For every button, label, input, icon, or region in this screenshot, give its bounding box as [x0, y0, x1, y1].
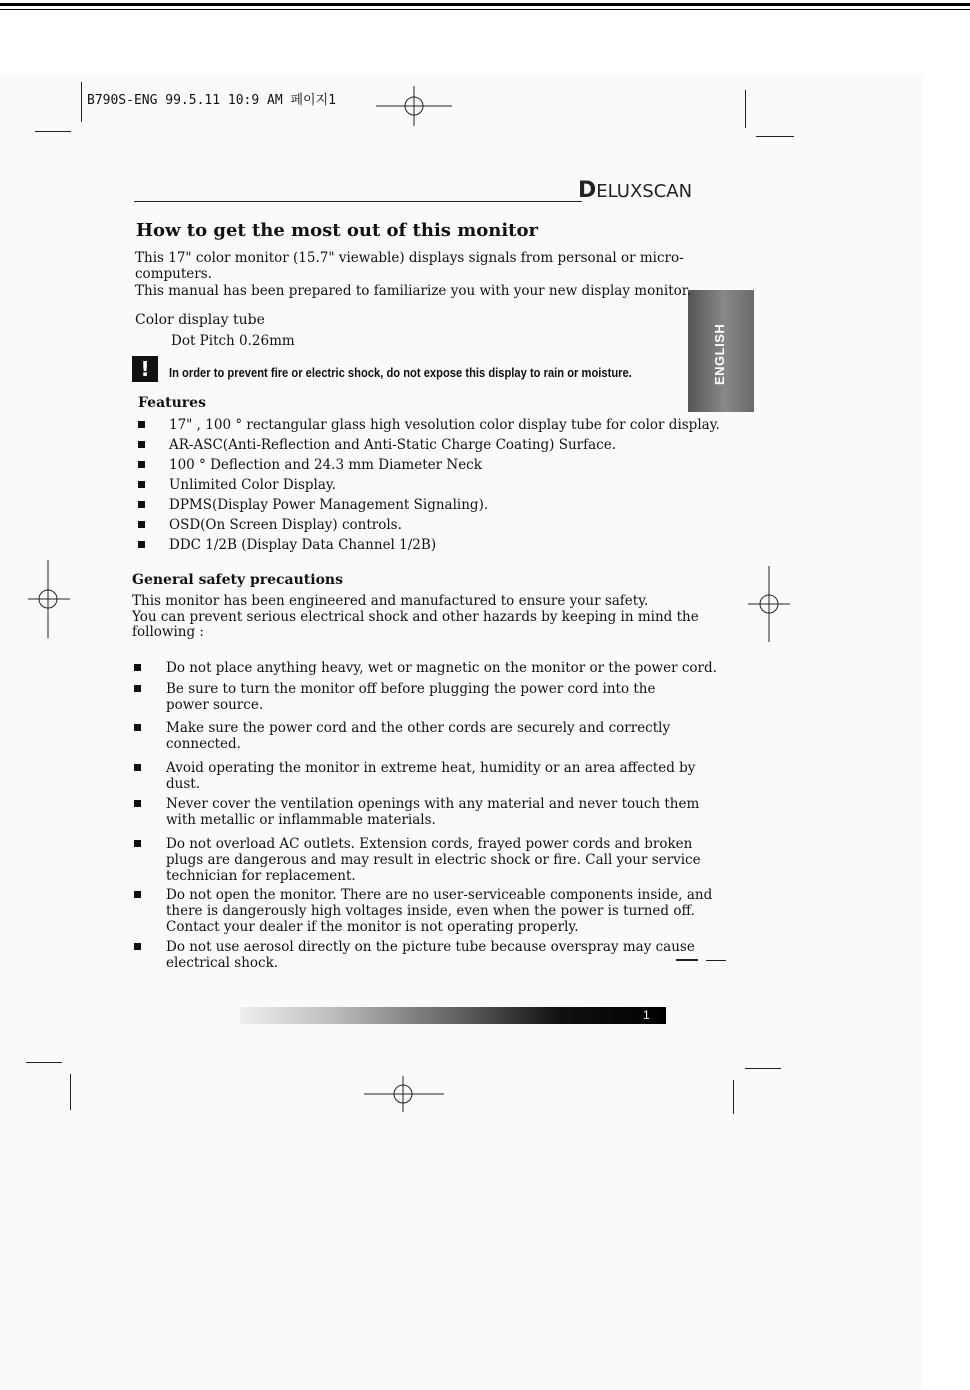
display-tube-heading: Color display tube [135, 312, 265, 328]
brand-name: ELUXSCAN [596, 181, 693, 202]
bullet-icon [134, 891, 141, 898]
list-item: Avoid operating the monitor in extreme heat, humidity or an area affected by dust. [166, 760, 717, 796]
crop-mark [70, 1074, 71, 1110]
list-item: Never cover the ventilation openings with any material and never touch them with metallic or inflammable materials. [166, 796, 717, 836]
list-item: OSD(On Screen Display) controls. [169, 517, 720, 537]
list-item: Unlimited Color Display. [169, 477, 720, 497]
registration-mark-icon [28, 560, 70, 638]
list-item: 17" , 100 ° rectangular glass high vesolution color display tube for color display. [169, 417, 720, 437]
bullet-icon [134, 800, 141, 807]
bullet-icon [138, 421, 145, 428]
crop-mark [756, 136, 794, 137]
bullet-icon [134, 685, 141, 692]
page-title: How to get the most out of this monitor [136, 220, 538, 241]
features-list [169, 417, 720, 557]
warning-text: In order to prevent fire or electric shock, do not expose this display to rain or moisture. [169, 365, 632, 380]
list-item: DDC 1/2B (Display Data Channel 1/2B) [169, 537, 720, 557]
brand-initial: D [578, 178, 597, 203]
list-item: AR-ASC(Anti-Reflection and Anti-Static Charge Coating) Surface. [169, 437, 720, 457]
bullet-icon [134, 943, 141, 950]
safety-intro-line: following : [132, 624, 204, 640]
crop-mark [745, 1068, 781, 1069]
crop-mark [745, 90, 746, 128]
safety-intro-line: This monitor has been engineered and manufactured to ensure your safety. [132, 593, 649, 609]
bullet-icon [134, 840, 141, 847]
list-item: Do not overload AC outlets. Extension cords, frayed power cords and broken plugs are dangerous and may result in electric shock or fire. Call your service technician for replacement. [166, 836, 717, 887]
bullet-icon [138, 461, 145, 468]
page-number: 1 [643, 1008, 650, 1022]
warning-icon: ! [132, 356, 158, 382]
intro-line: This manual has been prepared to familiarize you with your new display monitor. [135, 283, 692, 299]
bullet-icon [138, 501, 145, 508]
list-item: DPMS(Display Power Management Signaling). [169, 497, 720, 517]
intro-line: This 17" color monitor (15.7" viewable) displays signals from personal or micro- [135, 250, 684, 266]
list-item: 100 ° Deflection and 24.3 mm Diameter Neck [169, 457, 720, 477]
bullet-icon [138, 441, 145, 448]
bullet-icon [138, 541, 145, 548]
bullet-icon [134, 724, 141, 731]
registration-mark-icon [364, 1076, 444, 1112]
print-slug: B790S-ENG 99.5.11 10:9 AM 페이지1 [87, 93, 336, 108]
list-item: Do not use aerosol directly on the picture tube because overspray may cause electrical shock. [166, 939, 717, 973]
intro-line: computers. [135, 266, 212, 282]
crop-mark [35, 131, 71, 132]
brand-logo [578, 178, 692, 203]
bullet-icon [138, 521, 145, 528]
bullet-icon [134, 664, 141, 671]
safety-intro-line: You can prevent serious electrical shock and other hazards by keeping in mind the [132, 609, 699, 625]
list-item: Do not open the monitor. There are no user-serviceable components inside, and there is dangerously high voltages inside, even when the power is turned off. Contact your dealer if the monitor is not operating properly. [166, 887, 717, 939]
bullet-icon [134, 764, 141, 771]
registration-mark-icon [374, 86, 454, 128]
list-item: Do not place anything heavy, wet or magnetic on the monitor or the power cord. [166, 660, 717, 681]
registration-mark-icon [748, 566, 790, 642]
dot-pitch: Dot Pitch 0.26mm [171, 333, 295, 349]
crop-mark [26, 1062, 62, 1063]
crop-mark [81, 82, 82, 122]
features-heading: Features [138, 395, 206, 411]
crop-mark [733, 1080, 734, 1114]
safety-list [166, 660, 717, 973]
safety-heading: General safety precautions [132, 572, 343, 588]
list-item: Be sure to turn the monitor off before plugging the power cord into the power source. [166, 681, 717, 720]
bullet-icon [138, 481, 145, 488]
header-rule [134, 201, 582, 202]
footer-bar [240, 1007, 666, 1024]
top-rule-thin [0, 9, 970, 10]
top-rule-thick [0, 3, 970, 6]
list-item: Make sure the power cord and the other cords are securely and correctly connected. [166, 720, 717, 760]
language-tab-label: ENGLISH [712, 323, 727, 385]
